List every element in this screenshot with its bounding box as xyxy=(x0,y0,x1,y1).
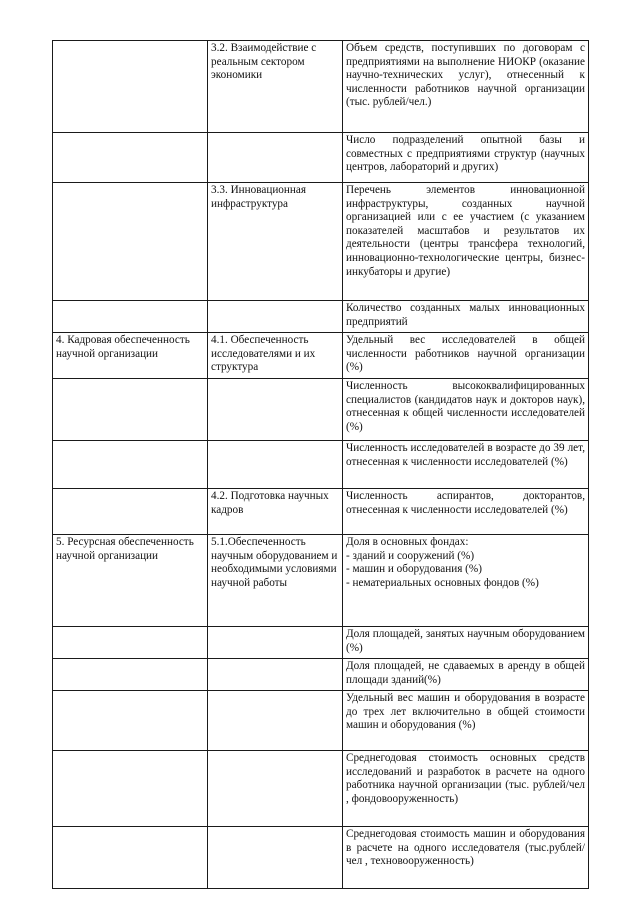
table-cell-direction xyxy=(208,301,343,333)
table-cell-direction: 4.2. Подготовка научных кадров xyxy=(208,489,343,535)
table-row xyxy=(53,301,589,333)
table-cell-area xyxy=(53,379,208,441)
table-row xyxy=(53,535,589,627)
table-cell-area xyxy=(53,441,208,489)
table-cell-indicator: Перечень элементов инновационной инфраструктуры, созданных научной организацией или с ее участием (с указанием показателей масштабов и результатов их деятельности (центры трансфера технологий, инновационно-технологические центры, бизнес-инкубаторы и другие) xyxy=(343,183,589,301)
indicator-line: Доля в основных фондах: xyxy=(346,536,469,548)
table-cell-direction: 4.1. Обеспеченность исследователями и их структура xyxy=(208,333,343,379)
table-cell-direction xyxy=(208,659,343,691)
table-row xyxy=(53,489,589,535)
table-cell-area xyxy=(53,133,208,183)
table-row xyxy=(53,691,589,751)
table-cell-area xyxy=(53,627,208,659)
table-cell-indicator: Удельный вес исследователей в общей численности работников научной организации (%) xyxy=(343,333,589,379)
table-cell-direction xyxy=(208,827,343,889)
table-cell-indicator: Среднегодовая стоимость основных средств исследований и разработок в расчете на одного работника научной организации (тыс. рублей/чел , фондовооруженность) xyxy=(343,751,589,827)
table-cell-indicator: Численность исследователей в возрасте до 39 лет, отнесенная к численности исследователей (%) xyxy=(343,441,589,489)
indicators-table xyxy=(52,40,589,889)
table-row xyxy=(53,379,589,441)
table-cell-direction xyxy=(208,379,343,441)
table-cell-direction: 3.2. Взаимодействие с реальным сектором экономики xyxy=(208,41,343,133)
table-cell-direction xyxy=(208,691,343,751)
table-cell-indicator: Численность высококвалифицированных специалистов (кандидатов наук и докторов наук), отнесенная к общей численности исследователей (%) xyxy=(343,379,589,441)
table-cell-area: 4. Кадровая обеспеченность научной организации xyxy=(53,333,208,379)
table-row xyxy=(53,441,589,489)
table-row xyxy=(53,827,589,889)
table-cell-area xyxy=(53,301,208,333)
indicator-line: - зданий и сооружений (%) xyxy=(346,549,475,562)
table-cell-direction xyxy=(208,751,343,827)
table-cell-indicator: Удельный вес машин и оборудования в возрасте до трех лет включительно в общей стоимости машин и оборудования (%) xyxy=(343,691,589,751)
table-cell-indicator: Доля площадей, не сдаваемых в аренду в общей площади зданий(%) xyxy=(343,659,589,691)
table-row xyxy=(53,133,589,183)
table-cell-indicator: Среднегодовая стоимость машин и оборудования в расчете на одного исследователя (тыс.рублей/чел , техновооруженность) xyxy=(343,827,589,889)
table-cell-indicator xyxy=(343,535,589,627)
table-cell-direction: 3.3. Инновационная инфраструктура xyxy=(208,183,343,301)
table-cell-indicator: Доля площадей, занятых научным оборудованием (%) xyxy=(343,627,589,659)
table-cell-area xyxy=(53,751,208,827)
table-cell-area xyxy=(53,691,208,751)
table-cell-area: 5. Ресурсная обеспеченность научной организации xyxy=(53,535,208,627)
indicator-line: - нематериальных основных фондов (%) xyxy=(346,576,539,589)
indicator-line: - машин и оборудования (%) xyxy=(346,563,482,576)
table-cell-indicator: Численность аспирантов, докторантов, отнесенная к численности исследователей (%) xyxy=(343,489,589,535)
table-cell-direction: 5.1.Обеспеченность научным оборудованием и необходимыми условиями научной работы xyxy=(208,535,343,627)
table-cell-area xyxy=(53,489,208,535)
table-cell-area xyxy=(53,41,208,133)
table-row xyxy=(53,183,589,301)
table-cell-indicator: Количество созданных малых инновационных предприятий xyxy=(343,301,589,333)
table-row xyxy=(53,627,589,659)
table-cell-direction xyxy=(208,441,343,489)
table-cell-area xyxy=(53,659,208,691)
table-cell-area xyxy=(53,827,208,889)
table-row xyxy=(53,333,589,379)
table-cell-direction xyxy=(208,133,343,183)
table-cell-indicator: Объем средств, поступивших по договорам с предприятиями на выполнение НИОКР (оказание научно-технических услуг), отнесенный к численности работников научной организации (тыс. рублей/чел.) xyxy=(343,41,589,133)
table-cell-indicator: Число подразделений опытной базы и совместных с предприятиями структур (научных центров, лабораторий и других) xyxy=(343,133,589,183)
table-row xyxy=(53,41,589,133)
table-cell-area xyxy=(53,183,208,301)
table-row xyxy=(53,659,589,691)
table-row xyxy=(53,751,589,827)
table-cell-direction xyxy=(208,627,343,659)
